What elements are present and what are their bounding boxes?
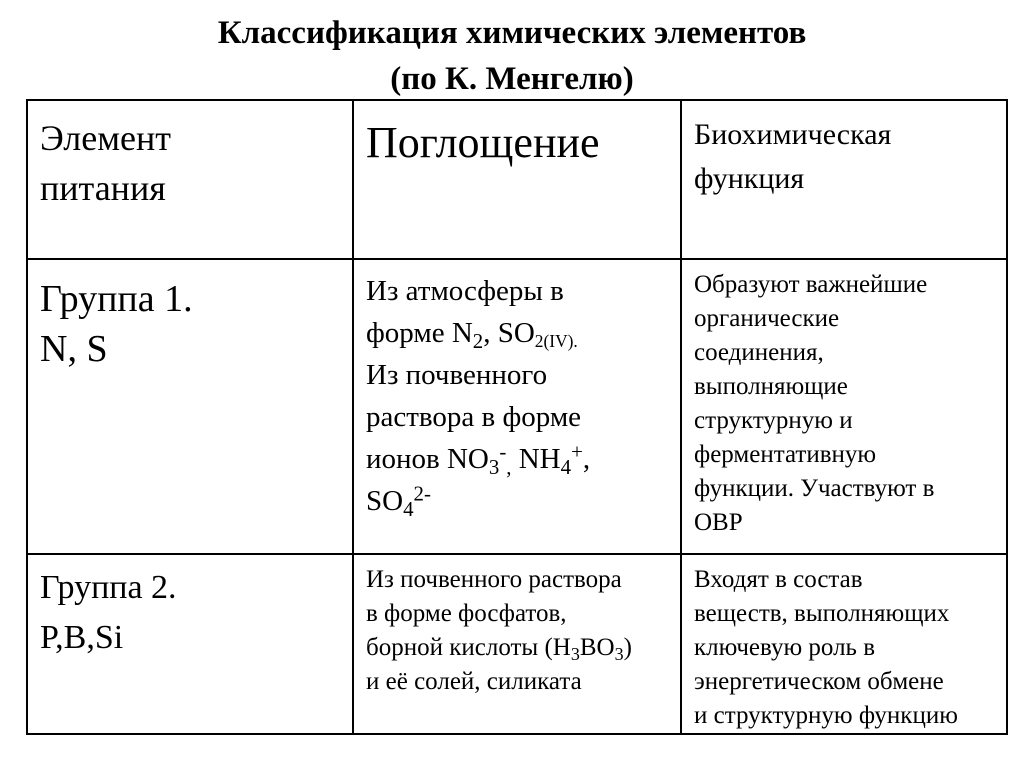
- header-cell-element: [27, 100, 353, 259]
- g2-absorption-line-1: Из почвенного раствора: [366, 566, 622, 593]
- group-2-elements: P,B,Si: [40, 619, 124, 656]
- header-function-line-1: Биохимическая: [694, 118, 892, 151]
- g1-absorption-line-3: Из почвенного: [366, 359, 548, 391]
- title-line-2: (по К. Менгелю): [390, 61, 634, 97]
- group-2-name-cell: [27, 554, 353, 734]
- header-cell-absorption: [353, 100, 681, 259]
- page-title: [0, 10, 1024, 102]
- group-1-elements: N, S: [40, 328, 108, 370]
- g1-absorption-line-4: раствора в форме: [366, 401, 582, 433]
- g1-function-line: ферментативную: [694, 441, 877, 468]
- group-2-absorption-cell: [353, 554, 681, 734]
- g1-absorption-line-2: форме $N_2$, $SO_{2(IV).}$: [366, 317, 578, 353]
- g2-absorption-line-3: борной кислоты $(H_3BO_3)$: [366, 634, 632, 665]
- g1-absorption-line-6: $SO_4^{2-}$: [366, 481, 431, 521]
- g1-absorption-line-5: ионов $NO_3^-_,$ $NH_4^+$,: [366, 439, 591, 479]
- group-1-function-cell: [681, 259, 1007, 554]
- group-2-title: Группа 2.: [40, 569, 177, 606]
- g1-function-line: ОВР: [694, 509, 743, 536]
- g1-function-line: органические: [694, 305, 840, 332]
- g1-absorption-line-1: Из атмосферы в: [366, 275, 564, 307]
- g2-function-line: Входят в состав: [694, 566, 863, 593]
- g1-function-line: выполняющие: [694, 373, 848, 400]
- g2-function-line: и структурную функцию: [694, 702, 958, 729]
- g2-function-line: ключевую роль в: [694, 634, 875, 661]
- header-cell-function: [681, 100, 1007, 259]
- group-1-name-cell: [27, 259, 353, 554]
- g2-absorption-line-4: и её солей, силиката: [366, 668, 582, 695]
- g2-function-line: энергетическом обмене: [694, 668, 944, 695]
- g2-absorption-line-2: в форме фосфатов,: [366, 600, 567, 627]
- header-function-line-2: функция: [694, 162, 805, 195]
- g1-function-line: соединения,: [694, 339, 824, 366]
- header-element-line-2: питания: [40, 168, 166, 208]
- classification-table: [26, 99, 1008, 735]
- group-1-absorption-cell: [353, 259, 681, 554]
- g1-function-line: структурную и: [694, 407, 853, 434]
- g1-function-line: функции. Участвуют в: [694, 475, 935, 502]
- group-2-function-cell: [681, 554, 1007, 734]
- table-row-group-1: [27, 259, 1007, 554]
- header-element-line-1: Элемент: [40, 118, 171, 158]
- group-1-title: Группа 1.: [40, 278, 193, 320]
- g2-function-line: веществ, выполняющих: [694, 600, 950, 627]
- title-line-1: Классификация химических элементов: [217, 15, 807, 51]
- header-absorption-text: Поглощение: [366, 118, 600, 167]
- table-row-group-2: [27, 554, 1007, 734]
- g1-function-line: Образуют важнейшие: [694, 271, 928, 298]
- table-header-row: [27, 100, 1007, 259]
